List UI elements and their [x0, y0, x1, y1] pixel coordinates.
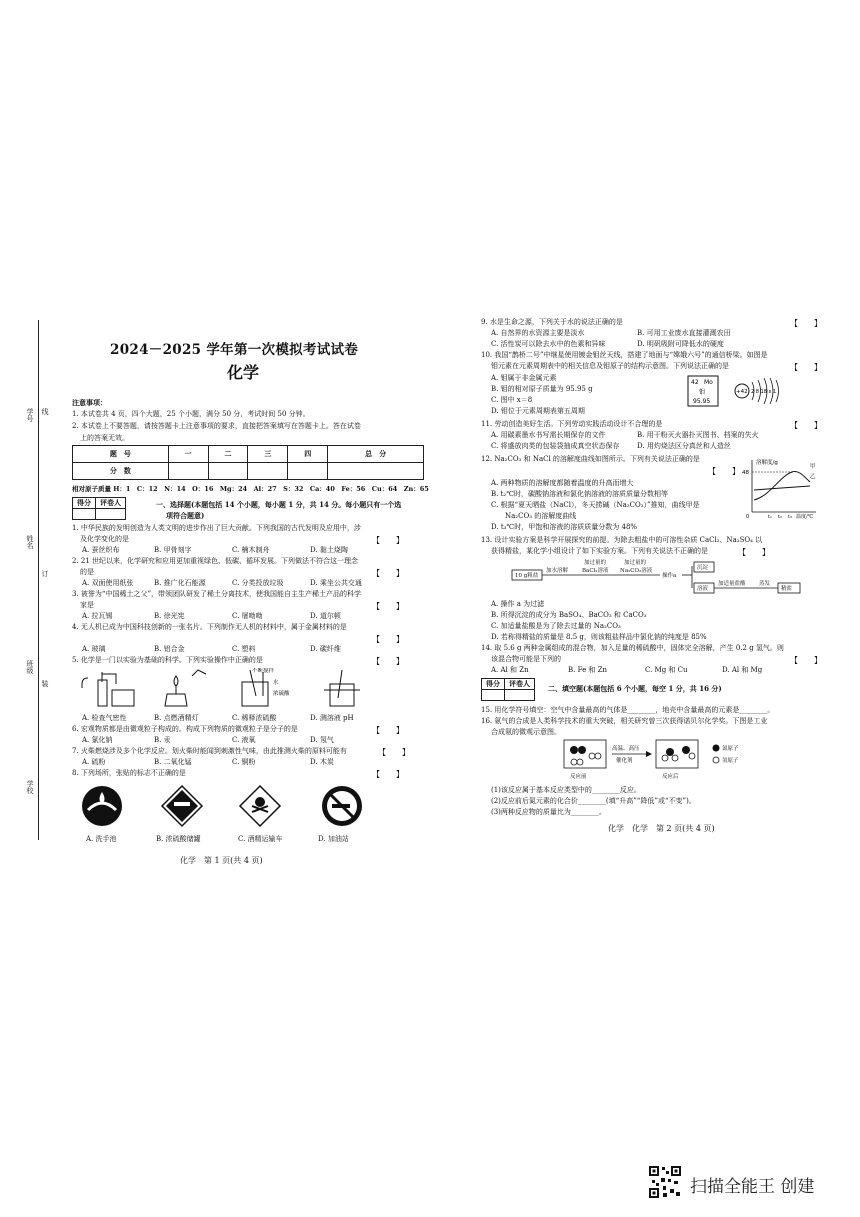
- q6-option-c: C. 液氧: [232, 736, 256, 744]
- q14-bracket: 【 】: [790, 656, 822, 665]
- q13-stem-2: 获得精盐，某化学小组设计了如下实验方案。下列有关说法不正确的是: [491, 547, 708, 555]
- flow-add-excess-2: 加过量的: [624, 560, 647, 566]
- ph-test-icon: [324, 670, 360, 706]
- water-saving-sign-icon: [82, 786, 122, 826]
- q3-option-a: A. 拉瓦锡: [82, 612, 113, 620]
- mo-mass: 95.95: [693, 398, 711, 405]
- q12-option-c: C. 根据“夏天晒盐（NaCl），冬天捞碱（Na₂CO₃）”推知，曲线甲是: [491, 501, 700, 509]
- margin-class: 班级: [26, 660, 34, 674]
- q1-stem: 1. 中华民族的发明创造为人类文明的进步作出了巨大贡献。下列我国的古代发明及应用中，涉: [72, 524, 361, 532]
- q8-bracket: 【 】: [372, 770, 404, 779]
- q12-bracket: 【 】: [708, 467, 740, 476]
- q5-label-water: 水: [273, 680, 279, 686]
- q2-option-a: A. 双面使用纸张: [82, 579, 134, 587]
- flow-refined-salt: 精盐: [781, 586, 793, 592]
- q8-option-d: D. 加油站: [318, 835, 349, 843]
- label-after: 反应后: [662, 774, 679, 780]
- q2-option-d: D. 乘坐公共交通: [310, 579, 362, 587]
- grader-score: 得分: [482, 679, 505, 690]
- score-header: 四: [288, 446, 328, 463]
- grader-person: 评卷人: [505, 679, 535, 690]
- q5-stem: 5. 化学是一门以实验为基础的科学。下列实验操作中正确的是: [72, 656, 263, 664]
- q10-stem-2: 钼元素在元素周期表中的相关信息及钼原子的结构示意图。下列说法正确的是: [491, 362, 729, 370]
- q13-option-d: D. 若称得精盐的质量是 8.5 g，则该粗盐样品中氯化钠的纯度是 85%: [491, 633, 707, 641]
- corrosive-sign-icon: [162, 786, 202, 826]
- safety-signs: [80, 782, 380, 832]
- q14-option-c: C. Mg 和 Cu: [645, 666, 688, 674]
- legend-hydrogen: 氢原子: [722, 758, 739, 764]
- q13-option-c: C. 加适量盐酸是为了除去过量的 Na₂CO₃: [491, 622, 621, 630]
- q12-stem: 12. Na₂CO₃ 和 NaCl 的溶解度曲线如图所示。下列有关说法正确的是: [481, 455, 700, 463]
- score-header: 二: [208, 446, 248, 463]
- atomic-masses: 相对原子质量 H：1 C：12 N：14 O：16 Mg：24 Al：27 S：32 Ca：40 Fe：56 Cu：64 Zn：65: [72, 485, 429, 493]
- flow-bacl2: BaCl₂溶液: [582, 568, 609, 574]
- graph-xlabel: 温度/℃: [796, 514, 814, 520]
- grader-cell: [505, 690, 535, 701]
- q11-stem: 11. 劳动创造美好生活。下列劳动实践活动设计不合理的是: [481, 420, 663, 428]
- q13-option-b: B. 所得沉淀的成分为 BaSO₄、BaCO₃ 和 CaCO₃: [491, 611, 647, 619]
- q6-option-b: B. 汞: [154, 736, 171, 744]
- q2-stem-2: 的是: [80, 568, 94, 576]
- qr-code-icon: [648, 1165, 682, 1199]
- purification-flowchart: [510, 558, 810, 598]
- q14-option-b: B. Fe 和 Zn: [568, 666, 608, 674]
- q7-option-b: B. 二氧化锰: [154, 758, 192, 766]
- q3-option-b: B. 徐光宪: [154, 612, 185, 620]
- score-cell: [168, 463, 208, 480]
- graph-ytick: 48: [742, 470, 749, 476]
- q15-stem: 15. 用化学符号填空：空气中含量最高的气体是________，地壳中含量最高的元素是________。: [481, 706, 775, 714]
- section1-heading: 一、选择题(本题包括 14 个小题，每小题 1 分，共 14 分。每小题只有一个选: [156, 500, 402, 509]
- label-before: 反应前: [570, 774, 587, 780]
- molybdenum-figure: [684, 372, 804, 410]
- flow-solution: 溶液: [697, 586, 709, 592]
- q9-option-c: C. 活性炭可以除去水中的色素和异味: [491, 340, 606, 348]
- q10-option-d: D. 钼位于元素周期表第五周期: [491, 407, 585, 415]
- margin-school: 学校: [26, 780, 34, 794]
- graph-ylabel: 溶解度/g: [756, 460, 778, 466]
- exam-subject: 化学: [227, 363, 260, 382]
- q13-option-a: A. 操作 a 为过滤: [491, 600, 545, 608]
- section1-heading-2: 项符合题意): [166, 511, 205, 520]
- q1-stem-2: 及化学变化的是: [80, 535, 129, 543]
- q1-option-a: A. 蚕丝织布: [82, 546, 120, 554]
- q16-sub-1: (1)该反应属于基本反应类型中的________反应。: [491, 786, 641, 794]
- q2-option-b: B. 推广化石能源: [154, 579, 206, 587]
- q5-option-c: C. 稀释浓硫酸: [232, 714, 277, 722]
- q11-option-b: B. 用干粉灭火器扑灭图书、档案的失火: [637, 431, 759, 439]
- no-smoking-sign-icon: [322, 786, 362, 826]
- section2-heading: 二、填空题(本题包括 6 个小题，每空 1 分，共 16 分): [548, 684, 722, 693]
- margin-seat: 学号: [26, 408, 34, 422]
- note-3: 上的答案无效。: [80, 434, 129, 442]
- margin-bind: 订: [41, 570, 49, 577]
- score-cell: [288, 463, 328, 480]
- q1-option-d: D. 黏土烧陶: [310, 546, 348, 554]
- q8-stem: 8. 下列场所，张贴的标志不正确的是: [72, 769, 186, 777]
- grader-table-1: [72, 497, 126, 520]
- flow-add-excess-1: 加过量的: [584, 560, 607, 566]
- toxic-sign-icon: [240, 786, 280, 826]
- grader-score: 得分: [73, 498, 96, 509]
- legend-nitrogen: 氮原子: [722, 746, 739, 752]
- mo-nucleus: +42: [736, 389, 748, 395]
- flow-crude-salt: 10 g粗盐: [515, 573, 539, 579]
- note-1: 1. 本试卷共 4 页，四个大题，25 个小题，满分 50 分，考试时间 50 分钟。: [72, 410, 310, 418]
- q10-option-a: A. 钼属于非金属元素: [491, 374, 557, 382]
- solubility-graph: [740, 456, 820, 520]
- graph-xtick-t2: t₂: [778, 514, 783, 520]
- flow-add-hcl: 加适量盐酸: [718, 581, 746, 587]
- q10-bracket: 【 】: [790, 363, 822, 372]
- mo-name: 钼: [699, 389, 706, 396]
- q4-stem: 4. 无人机已成为中国科技创新的一张名片。下列制作无人机的材料中，属于金属材料的是: [72, 623, 347, 631]
- q14-stem-2: 该混合物可能是下列的: [491, 655, 561, 663]
- alcohol-lamp-icon: [165, 670, 206, 706]
- graph-series-yi: 乙: [810, 474, 816, 480]
- q16-sub-2: (2)反应前后氮元素的化合价________(填“升高”“降低”或“不变”)。: [491, 797, 696, 805]
- q2-bracket: 【 】: [372, 569, 404, 578]
- grader-person: 评卷人: [96, 498, 126, 509]
- q14-option-a: A. Al 和 Zn: [491, 666, 529, 674]
- graph-origin: 0: [746, 514, 750, 520]
- q14-stem: 14. 取 5.6 g 两种金属组成的混合物，加入足量的稀硫酸中，固体完全溶解，产生 0.2 g 氢气。则: [481, 644, 784, 652]
- condition-catalyst: 催化剂: [616, 758, 633, 764]
- q13-stem: 13. 设计实验方案是科学开展探究的前提。为除去粗盐中的可溶性杂质 CaCl₂、Na₂SO₄ 以: [481, 536, 763, 544]
- q1-option-b: B. 甲骨刻字: [154, 546, 192, 554]
- score-cell: [248, 463, 288, 480]
- mo-shells: 2 8 18 x 1: [751, 389, 777, 395]
- q4-option-a: A. 玻璃: [82, 645, 106, 653]
- q7-bracket: 【 】: [378, 748, 410, 757]
- q5-option-d: D. 测溶液 pH: [310, 714, 354, 722]
- flow-evaporate: 蒸发: [759, 581, 771, 587]
- q3-option-c: C. 屠呦呦: [232, 612, 263, 620]
- q5-label-stir: 不断搅拌: [252, 668, 275, 674]
- q12-option-d: D. t₃℃时，甲饱和溶液的溶质质量分数为 48%: [491, 523, 638, 531]
- q9-stem: 9. 水是生命之源，下列关于水的说法正确的是: [481, 318, 623, 326]
- condition-heat-pressure: 高温、高压: [612, 746, 640, 752]
- flow-dissolve: 加水溶解: [546, 568, 569, 574]
- grader-cell: [482, 690, 505, 701]
- q5-option-a: A. 检查气密性: [82, 714, 127, 722]
- q9-option-d: D. 明矾吸附可降低水的硬度: [637, 340, 724, 348]
- q16-stem: 16. 氨气的合成是人类科学技术的重大突破，相关研究曾三次获得诺贝尔化学奖。下图是工业: [481, 717, 768, 725]
- graph-series-jia: 甲: [810, 464, 816, 470]
- q11-option-a: A. 用碳素墨水书写需长期保存的文件: [491, 431, 606, 439]
- flow-precipitate: 沉淀: [697, 565, 709, 571]
- q7-stem: 7. 火柴燃烧涉及多个化学反应。划火柴时能闻到刺激性气味，由此推测火柴的原料可能有: [72, 747, 347, 755]
- scanner-watermark: 扫描全能王 创建: [690, 1177, 815, 1197]
- score-cell: [328, 463, 424, 480]
- q7-option-d: D. 木炭: [310, 758, 334, 766]
- flow-operation-a: 操作a: [662, 573, 677, 579]
- score-header: 一: [168, 446, 208, 463]
- q9-option-b: B. 可用工业废水直接灌溉农田: [637, 329, 731, 337]
- q5-option-b: B. 点燃酒精灯: [154, 714, 199, 722]
- page1-footer: 化学 第 1 页(共 4 页): [180, 856, 263, 865]
- q4-bracket: 【 】: [372, 635, 404, 644]
- q2-option-c: C. 分类投放垃圾: [232, 579, 284, 587]
- margin-line: 线: [41, 408, 49, 415]
- q7-option-a: A. 硫粉: [82, 758, 106, 766]
- q5-bracket: 【 】: [372, 657, 404, 666]
- q5-label-acid: 浓硫酸: [273, 691, 290, 697]
- q8-option-c: C. 酒精运输车: [238, 835, 283, 843]
- score-header: 题 号: [73, 446, 169, 463]
- q9-option-a: A. 自然界的水资源主要是淡水: [491, 329, 585, 337]
- q7-option-c: C. 铜粉: [232, 758, 256, 766]
- apparatus-illustrations: [80, 668, 380, 710]
- score-header: 总 分: [328, 446, 424, 463]
- q3-stem-2: 家是: [80, 601, 94, 609]
- q6-option-a: A. 氯化钠: [82, 736, 113, 744]
- q8-option-a: A. 洗手池: [86, 835, 117, 843]
- margin-name: 姓名: [26, 535, 34, 549]
- grader-table-2: [481, 678, 535, 701]
- score-row-label: 分 数: [73, 463, 169, 480]
- q3-option-d: D. 道尔顿: [310, 612, 341, 620]
- note-2: 2. 本试卷上不要答题，请按答题卡上注意事项的要求，直接把答案填写在答题卡上。答在试卷: [72, 422, 361, 430]
- q12-option-c-2: Na₂CO₃ 的溶解度曲线: [491, 512, 577, 520]
- q3-stem: 3. 被誉为“中国稀土之父”，带领团队研发了稀土分离技术，使我国能自主生产稀土产品的科学: [72, 590, 362, 598]
- q2-stem: 2. 21 世纪以来，化学研究和应用更加重视绿色、低碳、循环发展。下列做法不符合这一理念: [72, 557, 359, 565]
- q11-option-d: D. 用灼烧法区分真丝和人造丝: [637, 442, 731, 450]
- score-cell: [208, 463, 248, 480]
- binding-line: [38, 320, 39, 840]
- q10-option-b: B. 钼的相对原子质量为 95.95 g: [491, 385, 593, 393]
- q4-option-b: B. 铝合金: [154, 645, 185, 653]
- graph-xtick-t1: t₁: [768, 514, 773, 520]
- q12-option-a: A. 两种物质的溶解度都随着温度的升高而增大: [491, 479, 634, 487]
- score-header: 三: [248, 446, 288, 463]
- ammonia-synthesis-diagram: [560, 738, 770, 782]
- q16-stem-2: 合成氨的微观示意图。: [491, 728, 561, 736]
- page2-footer: 化学 化学 第 2 页(共 4 页): [608, 824, 715, 833]
- q14-option-d: D. Al 和 Mg: [722, 666, 763, 674]
- mo-number: 42: [691, 379, 699, 386]
- q11-bracket: 【 】: [790, 421, 822, 430]
- notes-heading: 注意事项：: [72, 398, 107, 407]
- q10-option-c: C. 图中 x＝8: [491, 396, 533, 404]
- q13-bracket: 【 】: [738, 548, 770, 557]
- flow-na2co3: Na₂CO₃溶液: [620, 568, 653, 574]
- q10-stem: 10. 我国“鹊桥二号”中继星使用镀金钼丝天线，搭建了地面与“嫦娥六号”的通信桥梁。如图是: [481, 351, 768, 359]
- q9-bracket: 【 】: [790, 319, 822, 328]
- q6-bracket: 【 】: [372, 726, 404, 735]
- q16-sub-3: (3)两种反应物的质量比为________。: [491, 808, 606, 816]
- airtight-check-icon: [82, 672, 134, 706]
- grader-cell: [96, 509, 126, 520]
- grader-cell: [73, 509, 96, 520]
- q12-option-b: B. t₂℃时，碳酸钠溶液和氯化钠溶液的溶质质量分数相等: [491, 490, 669, 498]
- graph-xtick-t3: t₃: [788, 514, 793, 520]
- q11-option-c: C. 将盛放肉类的包装袋抽成真空状态保存: [491, 442, 620, 450]
- dilute-acid-icon: [242, 670, 268, 706]
- exam-title: 2024－2025 学年第一次模拟考试试卷: [110, 342, 359, 358]
- q4-option-c: C. 塑料: [232, 645, 256, 653]
- mo-symbol: Mo: [704, 379, 713, 386]
- q6-stem: 6. 宏观物质都是由微观粒子构成的。构成下列物质的微观粒子是分子的是: [72, 725, 298, 733]
- q1-bracket: 【 】: [372, 536, 404, 545]
- q1-option-c: C. 楠木制舟: [232, 546, 270, 554]
- q4-option-d: D. 碳纤维: [310, 645, 341, 653]
- score-table: [72, 445, 424, 480]
- margin-fold: 装: [41, 680, 49, 687]
- q6-option-d: D. 氖气: [310, 736, 334, 744]
- q8-option-b: B. 浓硫酸储罐: [156, 835, 201, 843]
- q3-bracket: 【 】: [372, 602, 404, 611]
